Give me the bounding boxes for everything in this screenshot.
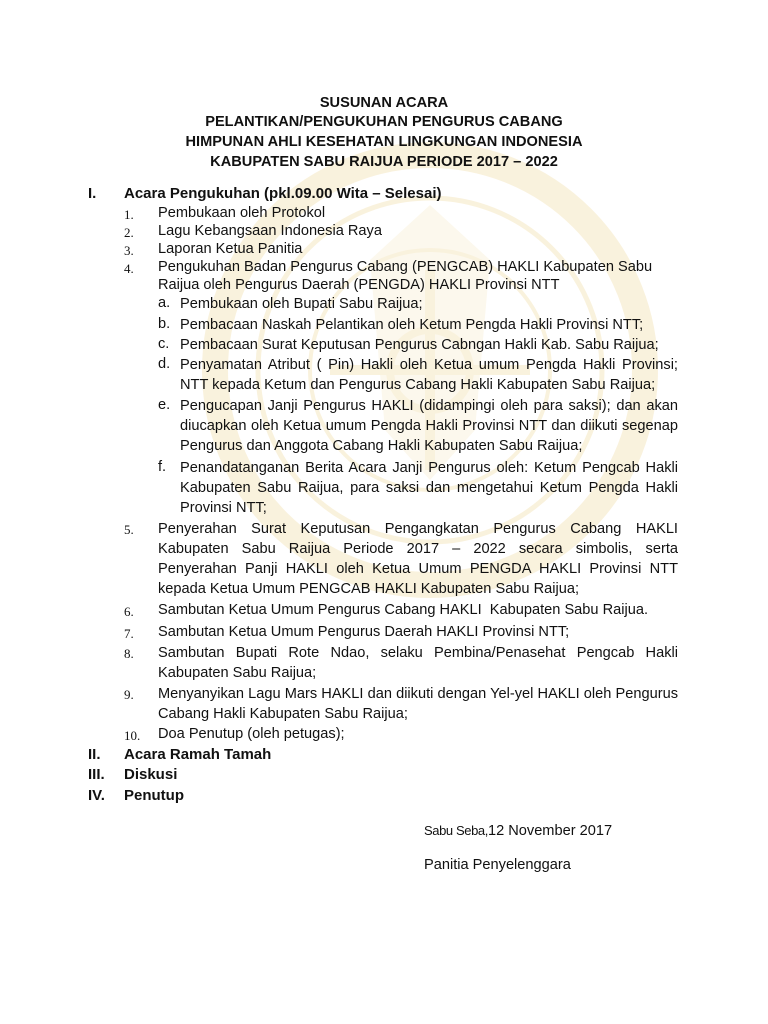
organization-name: HIMPUNAN AHLI KESEHATAN LINGKUNGAN INDONESIA (185, 134, 583, 150)
section-numeral: III. (88, 766, 105, 783)
agenda-item: Sambutan Bupati Rote Ndao, selaku Pembina/Penasehat Pengcab Hakli Kabupaten Sabu Raijua; (158, 645, 678, 681)
agenda-number: 5. (124, 522, 134, 537)
agenda-number: 6. (124, 604, 134, 619)
section-numeral: I. (88, 185, 97, 202)
agenda-number: 8. (124, 646, 134, 661)
subitem: Penandatanganan Berita Acara Janji Pengurus oleh: Ketum Pengcab Hakli Kabupaten Sabu Raijua, para saksi dan mengetahui Ketum Pengda Hakli Provinsi NTT; (180, 460, 678, 516)
regency-period: KABUPATEN SABU RAIJUA PERIODE 2017 – 2022 (210, 154, 558, 170)
subitem-letter: b. (158, 316, 171, 332)
subitem-letter: d. (158, 356, 171, 372)
agenda-number: 10. (124, 728, 141, 743)
signing-place: Sabu Seba, (424, 823, 488, 838)
subitem: Pengucapan Janji Pengurus HAKLI (didampingi oleh para saksi); dan akan diucapkan oleh Ketua umum Pengda Hakli Provinsi NTT dan diikuti segenap Pengurus dan Anggota Cabang Hakli Kabupaten Sabu Raijua; (180, 398, 678, 454)
subitem: Pembacaan Surat Keputusan Pengurus Cabngan Hakli Kab. Sabu Raijua; (180, 337, 659, 353)
subitem-letter: c. (158, 336, 170, 352)
signing-date: 12 November 2017 (487, 823, 613, 839)
section-numeral: II. (88, 746, 101, 763)
subitem-letter: a. (158, 295, 171, 311)
section-title: Acara Ramah Tamah (124, 746, 272, 763)
agenda-item: Penyerahan Surat Keputusan Pengangkatan Pengurus Cabang HAKLI Kabupaten Sabu Raijua Periode 2017 – 2022 secara simbolis, serta Penyerahan Panji HAKLI oleh Ketua Umum PENGDA HAKLI Provinsi NTT kepada Ketua Umum PENGCAB HAKLI Kabupaten Sabu Raijua; (158, 521, 678, 597)
section-title: Diskusi (124, 766, 178, 783)
agenda-number: 3. (124, 243, 134, 258)
agenda-item: Pengukuhan Badan Pengurus Cabang (PENGCAB) HAKLI Kabupaten Sabu Raijua oleh Pengurus Daerah (PENGDA) HAKLI Provinsi NTT (158, 259, 653, 293)
agenda-item: Pembukaan oleh Protokol (158, 205, 326, 221)
organizing-committee: Panitia Penyelenggara (424, 857, 571, 873)
agenda-number: 1. (124, 207, 134, 222)
agenda-item: Laporan Ketua Panitia (158, 241, 303, 257)
doc-title: SUSUNAN ACARA (319, 95, 449, 111)
agenda-item: Lagu Kebangsaan Indonesia Raya (158, 223, 382, 239)
agenda-number: 2. (124, 225, 134, 240)
place-date (424, 821, 612, 841)
agenda-number: 9. (124, 687, 134, 702)
section-numeral: IV. (88, 787, 105, 804)
subitem: Penyamatan Atribut ( Pin) Hakli oleh Ketua umum Pengda Hakli Provinsi; NTT kepada Ketum dan Pengurus Cabang Hakli Kabupaten Sabu Raijua; (180, 357, 678, 393)
agenda-item: Sambutan Ketua Umum Pengurus Daerah HAKLI Provinsi NTT; (158, 624, 570, 640)
section-title: Acara Pengukuhan (pkl.09.00 Wita – Selesai) (124, 185, 442, 202)
agenda-item: Menyanyikan Lagu Mars HAKLI dan diikuti dengan Yel-yel HAKLI oleh Pengurus Cabang Hakli Kabupaten Sabu Raijua; (158, 686, 678, 722)
doc-subtitle: PELANTIKAN/PENGUKUHAN PENGURUS CABANG (205, 114, 563, 130)
agenda-number: 7. (124, 626, 134, 641)
subitem-letter: f. (158, 459, 167, 475)
agenda-item: Sambutan Ketua Umum Pengurus Cabang HAKLI Kabupaten Sabu Raijua. (158, 602, 649, 618)
agenda-item: Doa Penutup (oleh petugas); (158, 726, 345, 742)
subitem-letter: e. (158, 397, 171, 413)
subitem: Pembukaan oleh Bupati Sabu Raijua; (180, 296, 423, 312)
subitem: Pembacaan Naskah Pelantikan oleh Ketum Pengda Hakli Provinsi NTT; (180, 317, 644, 333)
section-title: Penutup (124, 787, 184, 804)
agenda-number: 4. (124, 261, 134, 276)
